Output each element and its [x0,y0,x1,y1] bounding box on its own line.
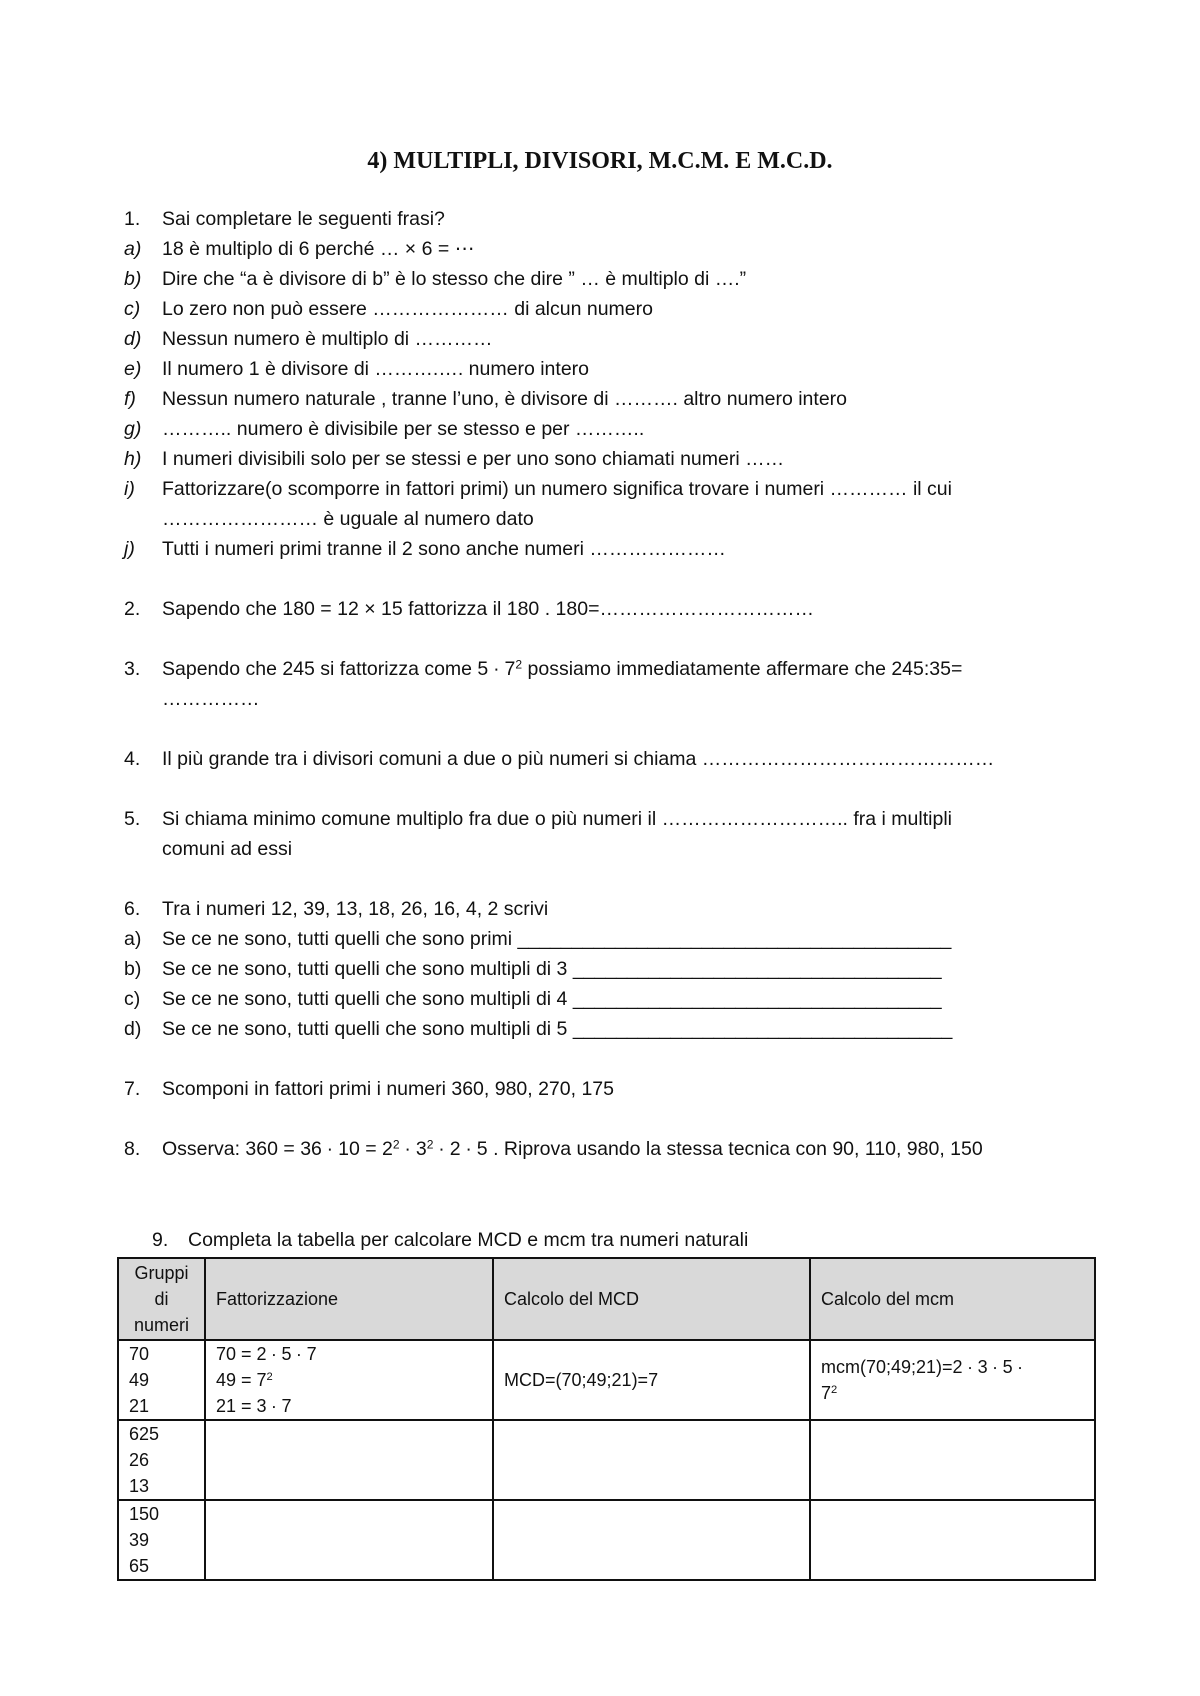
item-label: a) [124,238,142,260]
question-text: Completa la tabella per calcolare MCD e mcm tra numeri naturali [188,1229,749,1251]
item-text: I numeri divisibili solo per se stessi e per uno sono chiamati numeri …… [162,448,785,470]
calcolo-mcm-cell[interactable] [810,1500,1095,1580]
question-text: Sapendo che 245 si fattorizza come $5 \cdot 7^2$ possiamo immediatamente affermare che 245:35= [162,657,963,680]
table-row [118,1340,1095,1420]
header-gruppi: Gruppi di numeri [118,1258,205,1340]
item-label: i) [124,478,135,500]
mcd-mcm-table [117,1257,1096,1581]
question-number: 1. [124,208,141,230]
header-fattorizzazione: Fattorizzazione [205,1258,493,1340]
item-label: a) [124,928,142,950]
question-number: 6. [124,898,141,920]
item-text: Se ce ne sono, tutti quelli che sono multipli di 3 __________________________________ [162,958,942,980]
q3-continuation: …………… [162,688,260,710]
question-text: Si chiama minimo comune multiplo fra due o più numeri il ……………………….. fra i multipli [162,808,952,830]
item-text: 18 è multiplo di 6 perché … × 6 = ⋯ [162,238,475,260]
item-label: g) [124,418,142,440]
item-label: f) [124,388,136,410]
question-text: Il più grande tra i divisori comuni a due o più numeri si chiama ……………………………………… [162,748,995,770]
item-label: c) [124,988,141,1010]
exponent: 2 [515,657,523,672]
q5-continuation: comuni ad essi [162,838,293,860]
question-number: 5. [124,808,141,830]
question-text: Osserva: $360 = 36 \cdot 10 = 2^2 \cdot 3^2 \cdot 2 \cdot 5$ . Riprova usando la stessa tecnica con 90, 110, 980, 150 [162,1137,983,1160]
table-row [118,1420,1095,1500]
gruppo-numeri: 150 39 65 [118,1500,205,1580]
item-label: b) [124,268,142,290]
question-9 [152,1229,748,1252]
item-label: c) [124,298,141,320]
calcolo-mcd-cell[interactable] [493,1500,810,1580]
item-text: Fattorizzare(o scomporre in fattori primi) un numero significa trovare i numeri ………… il cui [162,478,952,500]
item-label: e) [124,358,142,380]
fattorizzazione-cell[interactable] [205,1500,493,1580]
item-text: Se ce ne sono, tutti quelli che sono multipli di 4 __________________________________ [162,988,942,1010]
question-text: Sai completare le seguenti frasi? [162,208,445,230]
item-text: Se ce ne sono, tutti quelli che sono primi ________________________________________ [162,928,952,950]
fattorizzazione-cell[interactable]: 70 = 2 ∙ 5 ∙ 7 $49 = 7^2$ 21 = 3 ∙ 7 [205,1340,493,1420]
item-text: Nessun numero è multiplo di ………… [162,328,493,350]
table-row [118,1500,1095,1580]
calcolo-mcm-cell[interactable]: mcm(70;49;21)=2 ∙ 3 ∙ 5 ∙ $7^2$ [810,1340,1095,1420]
question-number: 9. [152,1229,169,1251]
item-text: Il numero 1 è divisore di ……….…. numero intero [162,358,590,380]
question-text: Tra i numeri 12, 39, 13, 18, 26, 16, 4, 2 scrivi [162,898,549,920]
question-number: 8. [124,1138,141,1160]
item-label: h) [124,448,142,470]
calcolo-mcm-cell[interactable] [810,1420,1095,1500]
item-text: ……….. numero è divisibile per se stesso e per ……….. [162,418,645,440]
exponent: 2 [392,1137,400,1152]
header-calcolo-mcd: Calcolo del MCD [493,1258,810,1340]
fattorizzazione-cell[interactable] [205,1420,493,1500]
question-number: 7. [124,1078,141,1100]
item-text: Lo zero non può essere ………………… di alcun numero [162,298,653,320]
question-number: 4. [124,748,141,770]
page-title: 4) MULTIPLI, DIVISORI, M.C.M. E M.C.D. [367,148,833,174]
item-text: Dire che “a è divisore di b” è lo stesso che dire ” … è multiplo di ….” [162,268,747,290]
calcolo-mcd-cell[interactable] [493,1420,810,1500]
item-label: d) [124,1018,142,1040]
item-text: Nessun numero naturale , tranne l’uno, è divisore di ………. altro numero intero [162,388,848,410]
gruppo-numeri: 70 49 21 [118,1340,205,1420]
item-label: j) [124,538,135,560]
item-text: Tutti i numeri primi tranne il 2 sono anche numeri ………………… [162,538,726,560]
exponent: 2 [426,1137,434,1152]
q1-item-i-continuation: …………………… è uguale al numero dato [162,508,534,530]
gruppo-numeri: 625 26 13 [118,1420,205,1500]
item-text: Se ce ne sono, tutti quelli che sono multipli di 5 ___________________________________ [162,1018,953,1040]
question-number: 3. [124,658,141,680]
calcolo-mcd-cell[interactable]: MCD=(70;49;21)=7 [493,1340,810,1420]
question-number: 2. [124,598,141,620]
table-header-row [118,1258,1095,1340]
item-label: b) [124,958,142,980]
item-label: d) [124,328,142,350]
question-text: Scomponi in fattori primi i numeri 360, 980, 270, 175 [162,1078,614,1100]
header-calcolo-mcm: Calcolo del mcm [810,1258,1095,1340]
question-text: Sapendo che 180 = 12 × 15 fattorizza il 180 . 180=…………………………… [162,598,814,620]
